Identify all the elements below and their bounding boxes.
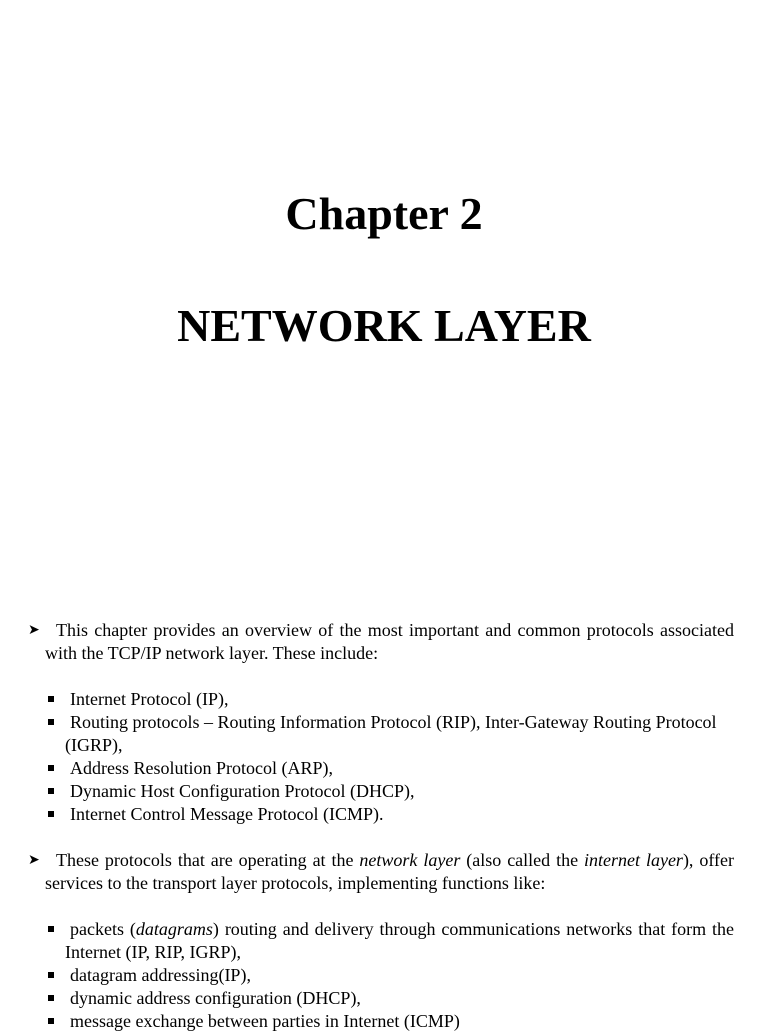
arrow-bullet-icon: ➤: [28, 852, 40, 868]
square-bullet-icon: [48, 719, 54, 725]
list-item: Dynamic Host Configuration Protocol (DHCP),: [0, 780, 734, 803]
list-item: Internet Protocol (IP),: [0, 688, 734, 711]
section-title: NETWORK LAYER: [177, 300, 591, 351]
list-item: packets (datagrams) routing and delivery through communications networks that form the Internet (IP, RIP, IGRP),: [0, 918, 734, 964]
square-bullet-icon: [48, 765, 54, 771]
protocol-list: [0, 688, 768, 826]
square-bullet-icon: [48, 995, 54, 1001]
intro-paragraph: This chapter provides an overview of the most important and common protocols associated with the TCP/IP network layer. These include:: [45, 620, 734, 663]
arrow-bullet-icon: ➤: [28, 622, 40, 638]
list-item: dynamic address configuration (DHCP),: [0, 987, 734, 1010]
list-item: message exchange between parties in Internet (ICMP): [0, 1010, 734, 1033]
square-bullet-icon: [48, 788, 54, 794]
list-item: Internet Control Message Protocol (ICMP).: [0, 803, 734, 826]
square-bullet-icon: [48, 926, 54, 932]
square-bullet-icon: [48, 1018, 54, 1024]
square-bullet-icon: [48, 696, 54, 702]
list-item: datagram addressing(IP),: [0, 964, 734, 987]
list-item: Routing protocols – Routing Information Protocol (RIP), Inter-Gateway Routing Protocol (IGRP),: [0, 711, 734, 757]
square-bullet-icon: [48, 972, 54, 978]
chapter-title: Chapter 2: [285, 188, 483, 239]
list-item: Address Resolution Protocol (ARP),: [0, 757, 734, 780]
square-bullet-icon: [48, 811, 54, 817]
functions-paragraph: These protocols that are operating at the network layer (also called the internet layer), offer services to the transport layer protocols, implementing functions like:: [45, 850, 735, 893]
functions-list: [0, 918, 768, 1033]
